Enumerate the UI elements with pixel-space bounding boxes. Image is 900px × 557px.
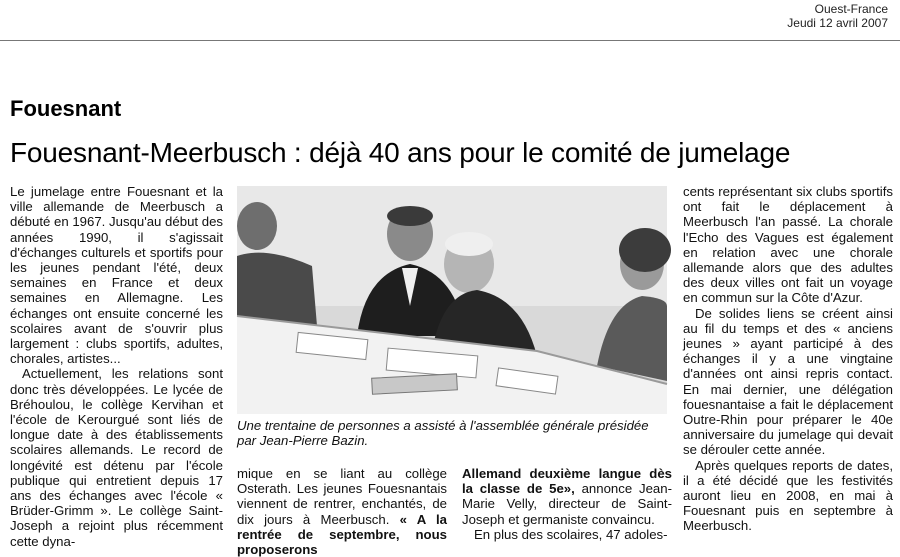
paragraph-text: mique en se liant au collège Osterath. Les jeunes Fouesnantais viennent de rentrer, enchantés, de dix jours à Meerbusch. <box>237 466 447 527</box>
publication-date: Jeudi 12 avril 2007 <box>787 16 888 30</box>
newspaper-name: Ouest-France <box>814 2 888 16</box>
masthead <box>787 2 888 30</box>
photo-caption: Une trentaine de personnes a assisté à l'assemblée générale présidée par Jean-Pierre Bazin. <box>237 418 649 448</box>
section-title: Fouesnant <box>10 96 122 121</box>
paragraph-text: annonce Jean-Marie Velly, directeur de Saint-Joseph et germaniste convaincu. <box>462 481 672 527</box>
paragraph: Après quelques reports de dates, il a été décidé que les festivités auront lieu en 2008, en mai à Fouesnant puis en septembre à Meerbusch. <box>683 457 893 534</box>
paragraph <box>462 466 672 527</box>
article-column-4 <box>683 184 893 544</box>
paragraph: De solides liens se créent ainsi au fil du temps et des « anciens jeunes » ayant participé à des échanges il y a une vingtaine d'années ont ainsi repris contact. En mai dernier, une délégation fouesnantaise a fait le déplacement Outre-Rhin pour préparer le 40e anniversaire du jumelage qui devait se dérouler cette année. <box>683 305 893 458</box>
article-photo <box>237 186 667 414</box>
header-rule <box>0 40 900 41</box>
quote-bold: Allemand deuxième langue dès la classe de 5e», <box>462 466 672 497</box>
article-column-1 <box>10 184 223 549</box>
paragraph: En plus des scolaires, 47 adoles- <box>474 526 668 542</box>
paragraph: Actuellement, les relations sont donc très développées. Le lycée de Bréhoulou, le collège Kervihan et l'école de Kerourgué sont liés de longue date à des établissements scolaires allemands. Le record de longévité est détenu par l'école publique qui entretient depuis 17 ans des échanges avec l'école « Brüder-Grimm ». Le collège Saint-Joseph a rejoint plus récemment cette dyna- <box>10 366 223 549</box>
meeting-photo-illustration <box>237 186 667 414</box>
paragraph: Le jumelage entre Fouesnant et la ville allemande de Meerbusch a débuté en 1967. Jusqu'au début des années 1990, il s'agissait d'échanges culturels et sportifs pour les jeunes pendant l'été, deux semaines en France et deux semaines en Allemagne. Les échanges ont ensuite concerné les scolaires avant de s'ouvrir plus largement : clubs sportifs, adultes, chorales, artistes... <box>10 184 223 367</box>
quote-bold: « A la rentrée de septembre, nous proposerons <box>237 511 447 557</box>
article-column-3 <box>462 466 672 546</box>
paragraph: cents représentant six clubs sportifs ont fait le déplacement à Meerbusch l'an passé. La chorale l'Echo des Vagues est également en relation avec une chorale allemande alors que des adultes des deux villes ont fait un voyage en commun sur la Côte d'Azur. <box>683 184 893 306</box>
paragraph <box>237 466 447 557</box>
article-headline: Fouesnant-Meerbusch : déjà 40 ans pour le comité de jumelage <box>10 137 791 168</box>
article-column-2 <box>237 466 447 557</box>
